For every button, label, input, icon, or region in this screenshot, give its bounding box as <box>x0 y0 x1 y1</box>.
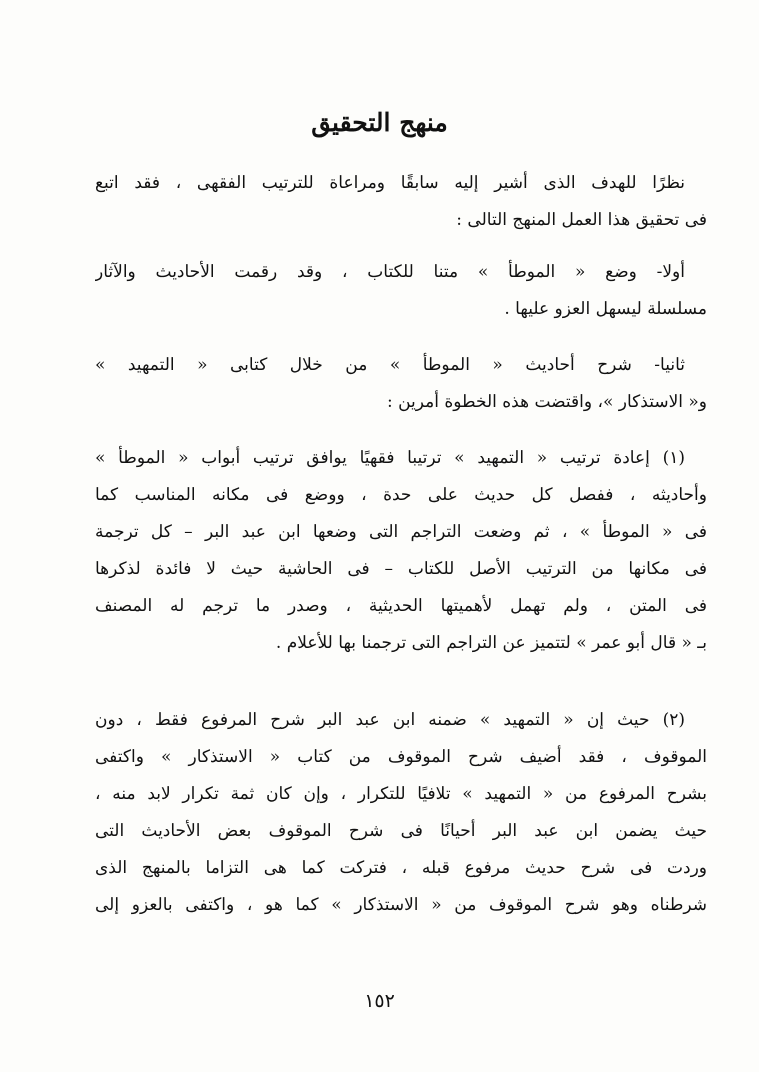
text-line: نظرًا للهدف الذى أشير إليه سابقًا ومراعاة للترتيب الفقهى ، فقد اتبع <box>95 173 685 193</box>
paragraph-item-two <box>95 702 707 924</box>
text-line: فى تحقيق هذا العمل المنهج التالى : <box>456 210 707 230</box>
text-line: بشرح المرفوع من « التمهيد » تلافيًا للتكرار ، وإن كان ثمة تكرار لابد منه ، <box>95 784 707 804</box>
text-line: فى المتن ، ولم تهمل لأهميتها الحديثية ، وصدر ما ترجم له المصنف <box>95 596 707 616</box>
text-line: شرطناه وهو شرح الموقوف من « الاستذكار » كما هو ، واكتفى بالعزو إلى <box>95 895 707 915</box>
page-number: ١٥٢ <box>364 990 395 1012</box>
text-line: وأحاديثه ، ففصل كل حديث على حدة ، ووضع فى مكانه المناسب كما <box>95 485 707 505</box>
text-line: مسلسلة ليسهل العزو عليها . <box>504 299 707 319</box>
text-line: بـ « قال أبو عمر » لتتميز عن التراجم التى ترجمنا بها للأعلام . <box>275 633 707 653</box>
text-line: ثانيا- شرح أحاديث « الموطأ » من خلال كتابى « التمهيد » <box>95 355 685 375</box>
text-line: الموقوف ، فقد أضيف شرح الموقوف من كتاب « الاستذكار » واكتفى <box>95 747 707 767</box>
paragraph-intro <box>95 165 707 239</box>
text-line: وردت فى شرح حديث مرفوع قبله ، فتركت كما هى التزاما بالمنهج الذى <box>95 858 707 878</box>
page-title: منهج التحقيق <box>311 108 448 137</box>
text-line: حيث يضمن ابن عبد البر أحيانًا فى شرح الموقوف بعض الأحاديث التى <box>95 821 707 841</box>
paragraph-first-point <box>95 254 707 328</box>
text-line: أولا- وضع « الموطأ » متنا للكتاب ، وقد رقمت الأحاديث والآثار <box>95 262 685 282</box>
text-line: فى « الموطأ » ، ثم وضعت التراجم التى وضعها ابن عبد البر – كل ترجمة <box>95 522 707 542</box>
text-line: فى مكانها من الترتيب الأصل للكتاب – فى الحاشية حيث لا فائدة لذكرها <box>95 559 707 579</box>
paragraph-second-point <box>95 347 707 421</box>
text-line: و« الاستذكار »، واقتضت هذه الخطوة أمرين : <box>386 392 707 412</box>
text-line: (٢) حيث إن « التمهيد » ضمنه ابن عبد البر شرح المرفوع فقط ، دون <box>95 710 685 730</box>
paragraph-item-one <box>95 440 707 662</box>
text-line: (١) إعادة ترتيب « التمهيد » ترتيبا فقهيًا يوافق ترتيب أبواب « الموطأ » <box>95 448 685 468</box>
